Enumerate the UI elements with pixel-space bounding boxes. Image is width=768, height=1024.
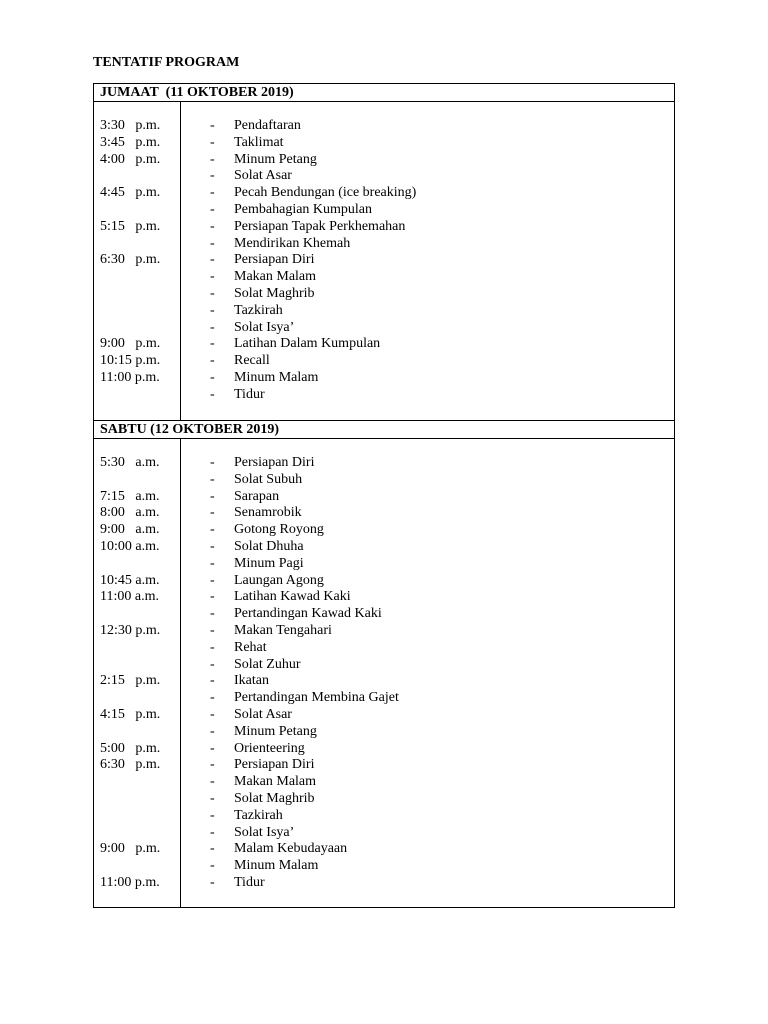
time-label: 5:15 p.m. [100,218,161,234]
schedule-row [94,623,674,640]
bullet-dash: - [210,690,215,706]
bullet-dash: - [210,201,215,217]
bullet-dash: - [210,874,215,890]
bullet-dash: - [210,622,215,638]
bullet-dash: - [210,589,215,605]
bullet-dash: - [210,824,215,840]
schedule-row [94,573,674,590]
time-label: 2:15 p.m. [100,673,161,689]
time-label: 3:30 p.m. [100,118,161,133]
schedule-row [94,556,674,573]
schedule-row [94,286,674,303]
bullet-dash: - [210,757,215,773]
schedule-row [94,757,674,774]
activity-label: Pertandingan Membina Gajet [234,690,399,706]
activity-label: Rehat [234,639,267,655]
activity-label: Persiapan Diri [234,455,315,470]
activity-label: Minum Petang [234,151,317,167]
schedule-row [94,168,674,185]
bullet-dash: - [210,285,215,301]
schedule-row [94,589,674,606]
activity-label: Laungan Agong [234,572,324,588]
time-label: 9:00 a.m. [100,522,160,538]
time-label: 5:30 a.m. [100,455,160,470]
bullet-dash: - [210,488,215,504]
schedule-row [94,252,674,269]
time-label: 6:30 p.m. [100,252,161,268]
activity-label: Makan Tengahari [234,622,332,638]
time-label: 12:30 p.m. [100,622,161,638]
activity-label: Pendaftaran [234,118,301,133]
activity-label: Recall [234,353,270,369]
schedule-row [94,808,674,825]
activity-label: Solat Subuh [234,471,303,487]
activity-label: Sarapan [234,488,280,504]
activity-label: Persiapan Tapak Perkhemahan [234,218,406,234]
schedule-row [94,387,674,404]
bullet-dash: - [210,841,215,857]
bullet-dash: - [210,302,215,318]
activity-label: Latihan Kawad Kaki [234,589,351,605]
schedule-row [94,606,674,623]
time-label: 4:45 p.m. [100,185,161,201]
activity-label: Pertandingan Kawad Kaki [234,606,382,622]
time-label: 4:00 p.m. [100,151,161,167]
time-label: 6:30 p.m. [100,757,161,773]
schedule-row [94,640,674,657]
bullet-dash: - [210,606,215,622]
schedule-row [94,690,674,707]
schedule-row [94,505,674,522]
bullet-dash: - [210,252,215,268]
bullet-dash: - [210,455,215,470]
time-label: 3:45 p.m. [100,134,161,150]
schedule-row [94,135,674,152]
schedule-row [94,489,674,506]
activity-label: Minum Malam [234,369,319,385]
activity-label: Tazkirah [234,302,283,318]
bullet-dash: - [210,386,215,402]
bullet-dash: - [210,185,215,201]
activity-label: Minum Malam [234,858,319,874]
activity-label: Tazkirah [234,807,283,823]
schedule-row [94,185,674,202]
schedule-row [94,236,674,253]
schedule-row [94,724,674,741]
bullet-dash: - [210,218,215,234]
time-label: 11:00 a.m. [100,589,159,605]
schedule-rows [94,455,674,892]
schedule-row [94,303,674,320]
activity-label: Malam Kebudayaan [234,841,348,857]
schedule-row [94,858,674,875]
activity-label: Senamrobik [234,505,302,521]
bullet-dash: - [210,505,215,521]
bullet-dash: - [210,555,215,571]
schedule-row [94,825,674,842]
activity-label: Solat Maghrib [234,790,315,806]
bullet-dash: - [210,740,215,756]
schedule-body-friday [94,102,674,420]
bullet-dash: - [210,656,215,672]
schedule-row [94,657,674,674]
time-label: 7:15 a.m. [100,488,160,504]
time-label: 4:15 p.m. [100,706,161,722]
bullet-dash: - [210,471,215,487]
time-label: 8:00 a.m. [100,505,160,521]
schedule-row [94,741,674,758]
bullet-dash: - [210,369,215,385]
schedule-row [94,875,674,892]
time-label: 9:00 p.m. [100,336,161,352]
bullet-dash: - [210,673,215,689]
schedule-row [94,472,674,489]
bullet-dash: - [210,723,215,739]
bullet-dash: - [210,858,215,874]
schedule-saturday [93,420,675,908]
bullet-dash: - [210,522,215,538]
bullet-dash: - [210,572,215,588]
schedule-rows [94,118,674,404]
time-label: 10:45 a.m. [100,572,160,588]
activity-label: Mendirikan Khemah [234,235,351,251]
activity-label: Pembahagian Kumpulan [234,201,373,217]
time-label: 11:00 p.m. [100,369,160,385]
activity-label: Solat Asar [234,168,292,184]
time-label: 9:00 p.m. [100,841,161,857]
day-header-friday: JUMAAT (11 OKTOBER 2019) [94,84,674,102]
bullet-dash: - [210,168,215,184]
activity-label: Persiapan Diri [234,757,315,773]
bullet-dash: - [210,134,215,150]
bullet-dash: - [210,235,215,251]
bullet-dash: - [210,319,215,335]
activity-label: Orienteering [234,740,305,756]
bullet-dash: - [210,336,215,352]
bullet-dash: - [210,639,215,655]
bullet-dash: - [210,807,215,823]
schedule-friday [93,83,675,421]
schedule-row [94,202,674,219]
schedule-row [94,370,674,387]
activity-label: Tidur [234,874,265,890]
activity-label: Solat Isya’ [234,319,295,335]
schedule-row [94,522,674,539]
schedule-row [94,320,674,337]
document-title: TENTATIF PROGRAM [93,55,240,70]
schedule-row [94,774,674,791]
bullet-dash: - [210,118,215,133]
bullet-dash: - [210,151,215,167]
bullet-dash: - [210,774,215,790]
activity-label: Minum Petang [234,723,317,739]
activity-label: Pecah Bendungan (ice breaking) [234,185,417,201]
bullet-dash: - [210,706,215,722]
time-label: 5:00 p.m. [100,740,161,756]
bullet-dash: - [210,353,215,369]
schedule-row [94,353,674,370]
activity-label: Solat Zuhur [234,656,301,672]
activity-label: Solat Asar [234,706,292,722]
activity-label: Taklimat [234,134,284,150]
activity-label: Persiapan Diri [234,252,315,268]
bullet-dash: - [210,538,215,554]
schedule-row [94,707,674,724]
schedule-row [94,673,674,690]
schedule-row [94,118,674,135]
activity-label: Minum Pagi [234,555,304,571]
activity-label: Makan Malam [234,774,317,790]
activity-label: Solat Isya’ [234,824,295,840]
time-label: 10:00 a.m. [100,538,160,554]
schedule-row [94,539,674,556]
bullet-dash: - [210,790,215,806]
activity-label: Tidur [234,386,265,402]
activity-label: Gotong Royong [234,522,324,538]
activity-label: Latihan Dalam Kumpulan [234,336,381,352]
schedule-row [94,152,674,169]
schedule-row [94,336,674,353]
day-header-saturday: SABTU (12 OKTOBER 2019) [94,421,674,439]
schedule-row [94,219,674,236]
schedule-row [94,455,674,472]
schedule-row [94,841,674,858]
activity-label: Ikatan [234,673,269,689]
time-label: 10:15 p.m. [100,353,161,369]
schedule-row [94,269,674,286]
activity-label: Solat Dhuha [234,538,304,554]
activity-label: Makan Malam [234,269,317,285]
activity-label: Solat Maghrib [234,285,315,301]
schedule-row [94,791,674,808]
bullet-dash: - [210,269,215,285]
schedule-body-saturday [94,439,674,907]
time-label: 11:00 p.m. [100,874,160,890]
